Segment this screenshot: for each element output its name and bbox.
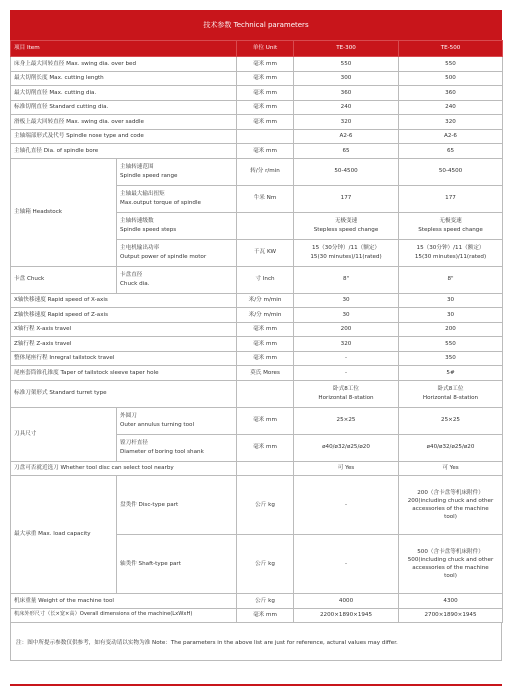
- table-row: 刀盘可否就近选刀 Whether tool disc can select tool nearby 可 Yes 可 Yes: [11, 461, 503, 476]
- table-row: 主电机输出功率 Output power of spindle motor 千瓦 KW 15（30分钟）/11（额定） 15(30 minutes)/11(rated) 15（30分钟）/11（额定） 15(30 minutes)/11(rated): [11, 239, 503, 266]
- table-row: 镗刀杆直径 Diameter of boring tool shank 毫米 mm ø40/ø32/ø25/ø20 ø40/ø32/ø25/ø20: [11, 434, 503, 461]
- table-row: 标准刀架形式 Standard turret type 卧式8工位 Horizontal 8-station 卧式8工位 Horizontal 8-station: [11, 380, 503, 407]
- table-row: 尾座套筒锥孔锥度 Taper of tailstock sleeve taper hole 莫氏 Mores - 5#: [11, 366, 503, 381]
- table-row: 主轴最大输出扭矩 Max.output torque of spindle 牛米 Nm 177 177: [11, 185, 503, 212]
- header-row: [11, 41, 503, 57]
- table-row: Z轴快移速度 Rapid speed of Z-axis 米/分 m/min 30 30: [11, 308, 503, 323]
- table-row: 轴类件 Shaft-type part 公斤 kg - 500（含卡盘等机床附件） 500(including chuck and other accessories of the machine tool): [11, 535, 503, 594]
- table-row: 刀具尺寸 外圆刀 Outer annulus turning tool 毫米 mm 25×25 25×25: [11, 407, 503, 434]
- table-row: 标准切削直径 Standard cutting dia. 毫米 mm 240 240: [11, 100, 503, 115]
- table-row: 最大切削长度 Max. cutting length 毫米 mm 300 500: [11, 71, 503, 86]
- bottom-divider: [10, 684, 502, 686]
- table-row: 主轴孔直径 Dia. of spindle bore 毫米 mm 65 65: [11, 144, 503, 159]
- header-model-2: TE-500: [399, 41, 503, 57]
- table-row: 滑板上最大回转直径 Max. swing dia. over saddle 毫米 mm 320 320: [11, 115, 503, 130]
- table-row: X轴行程 X-axis travel 毫米 mm 200 200: [11, 322, 503, 337]
- table-row: 床身上最大回转直径 Max. swing dia. over bed 毫米 mm 550 550: [11, 57, 503, 72]
- spec-table: [10, 40, 503, 623]
- table-title: 技术参数 Technical parameters: [10, 10, 502, 40]
- load-capacity-label: 最大承重 Max. load capacity: [11, 476, 117, 594]
- table-row: X轴快移速度 Rapid speed of X-axis 米/分 m/min 30 30: [11, 293, 503, 308]
- footnote: 注：图中所提示参数仅供参考，如有变动请以实物为准 Note：The parameters in the above list are just for reference, actural values may differ.: [10, 623, 502, 661]
- table-row: 主轴端部形式及代号 Spindle nose type and code A2-6 A2-6: [11, 129, 503, 144]
- table-row: 机床重量 Weight of the machine tool 公斤 kg 4000 4300: [11, 594, 503, 609]
- spec-sheet: [10, 10, 502, 661]
- table-row: Z轴行程 Z-axis travel 毫米 mm 320 550: [11, 337, 503, 352]
- header-item: 项目 Item: [11, 41, 237, 57]
- table-row: 卡盘 Chuck 卡盘直径 Chuck dia. 寸 Inch 8" 8": [11, 266, 503, 293]
- table-row: 最大切削直径 Max. cutting dia. 毫米 mm 360 360: [11, 86, 503, 101]
- table-row: 整体尾座行程 Inregral tailstock travel 毫米 mm - 350: [11, 351, 503, 366]
- header-unit: 单位 Unit: [237, 41, 294, 57]
- table-row: 最大承重 Max. load capacity 盘类件 Disc-type part 公斤 kg - 200（含卡盘等机床附件） 200(including chuck and other accessories of the machine tool): [11, 476, 503, 535]
- header-model-1: TE-300: [294, 41, 399, 57]
- table-row: 主轴箱 Headstock 主轴转速范围 Spindle speed range 转/分 r/min 50-4500 50-4500: [11, 158, 503, 185]
- table-row: 主轴转速级数 Spindle speed steps 无极变速 Stepless speed change 无极变速 Stepless speed change: [11, 212, 503, 239]
- headstock-label: 主轴箱 Headstock: [11, 158, 117, 266]
- tool-size-label: 刀具尺寸: [11, 407, 117, 461]
- table-row: 机床外形尺寸（长×宽×高）Overall dimensions of the machine(LxWxH) 毫米 mm 2200×1890×1945 2700×1890×1945: [11, 608, 503, 623]
